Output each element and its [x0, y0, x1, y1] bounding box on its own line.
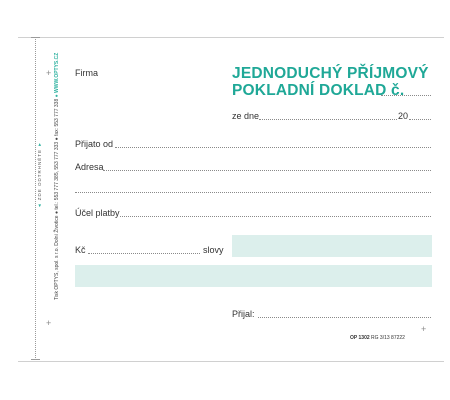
arrow-icon: ►	[37, 141, 42, 150]
words-label: slovy	[203, 245, 224, 255]
received-from-field[interactable]	[115, 147, 431, 148]
form-code-detail: RG 3/13 87222	[371, 335, 405, 341]
arrow-icon: ◄	[37, 200, 42, 208]
purpose-field[interactable]	[120, 216, 431, 217]
date-year-label: 20	[398, 111, 409, 121]
perforation-tick	[31, 37, 40, 38]
perforation-line	[35, 37, 36, 360]
document-title	[232, 65, 429, 99]
register-mark-icon: +	[46, 318, 52, 328]
printer-web: ● WWW.OPTYS.CZ	[54, 52, 60, 98]
address-label: Adresa	[75, 162, 104, 172]
date-field[interactable]	[259, 119, 397, 120]
tear-label: ZDE ODTRHNĚTE	[37, 149, 42, 201]
printer-imprint	[54, 53, 60, 300]
date-prefix-label: ze dne	[232, 111, 260, 121]
printer-text: Tisk OPTYS, spol. s r.o. Dolní Životice ● tel.: 553 777 385, 553 777 333 ● fax: 553 777 338	[54, 98, 60, 300]
address-field[interactable]	[103, 170, 431, 171]
tear-here-text	[37, 141, 42, 208]
currency-label: Kč	[75, 245, 86, 255]
received-by-label: Přijal:	[232, 309, 255, 319]
year-field[interactable]	[409, 119, 431, 120]
purpose-label: Účel platby	[75, 208, 120, 218]
received-by-field[interactable]	[258, 317, 431, 318]
register-mark-icon: +	[46, 68, 52, 78]
amount-in-words-box[interactable]	[232, 235, 432, 257]
form-code-number: OP 1302	[350, 335, 370, 341]
title-line-1: JEDNODUCHÝ PŘÍJMOVÝ	[232, 65, 429, 82]
firma-label: Firma	[75, 68, 98, 78]
document-number-field[interactable]	[381, 95, 431, 96]
form-code	[350, 335, 405, 341]
amount-in-words-box-2[interactable]	[75, 265, 432, 287]
title-line-2: POKLADNÍ DOKLAD č.	[232, 82, 405, 99]
received-from-label: Přijato od	[75, 139, 114, 149]
perforation-tick	[31, 359, 40, 360]
amount-field[interactable]	[88, 253, 200, 254]
address-field-line-2[interactable]	[75, 192, 431, 193]
register-mark-icon: +	[421, 324, 427, 334]
